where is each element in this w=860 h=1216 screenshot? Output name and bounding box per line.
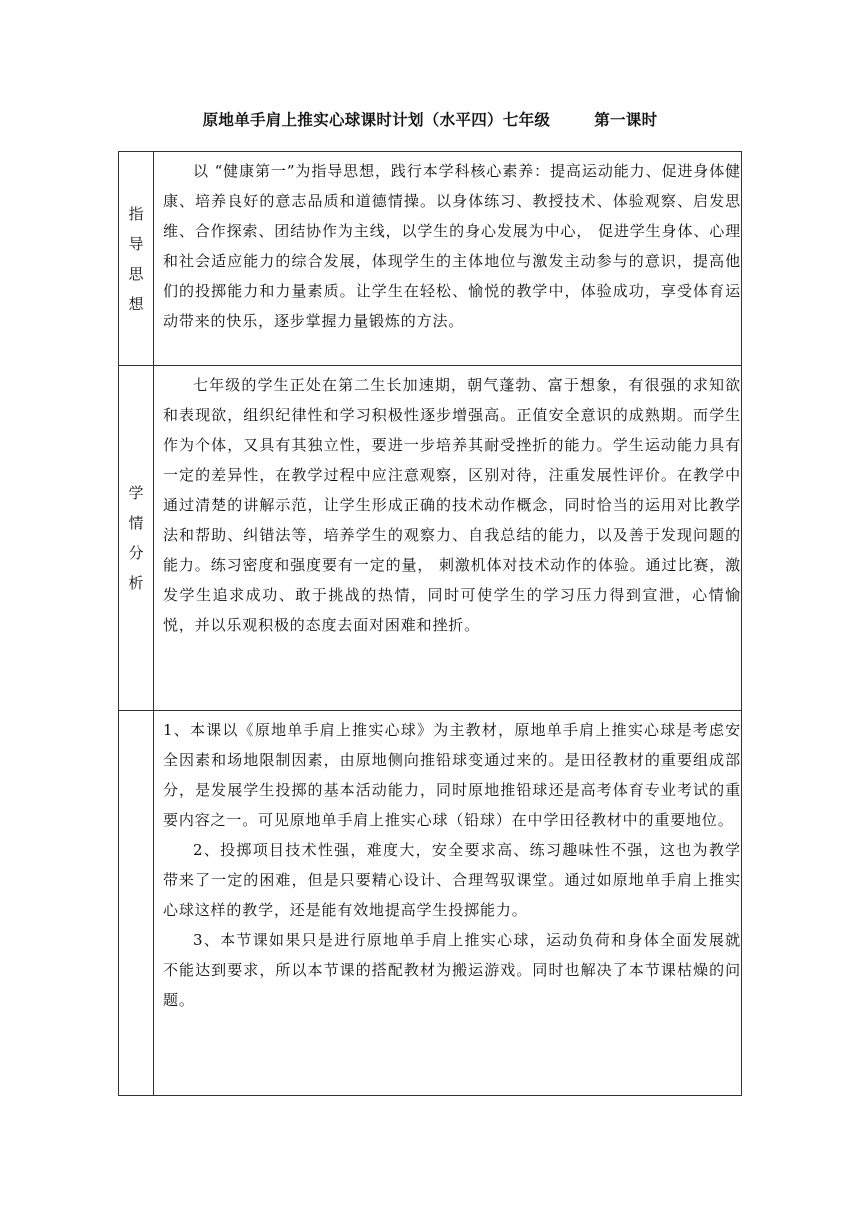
- table-row: [119, 711, 742, 1096]
- label-char: 分: [128, 544, 144, 562]
- textbook-paragraph-3: 3、本节课如果只是进行原地单手肩上推实心球，运动负荷和身体全面发展就不能达到要求，所以本节课的搭配教材为搬运游戏。同时也解决了本节课枯燥的问题。: [163, 931, 741, 1009]
- lesson-number: 第一课时: [594, 110, 658, 129]
- section-label-student-analysis: [119, 366, 154, 711]
- label-char: 想: [128, 294, 144, 313]
- document-title: [0, 108, 860, 134]
- table-row: [119, 366, 742, 711]
- lesson-plan-table: [118, 151, 742, 1096]
- label-char: 学: [128, 484, 144, 502]
- section-body-guiding-ideology: [154, 152, 742, 366]
- section-body-textbook-analysis: [154, 711, 742, 1096]
- label-char: 析: [128, 574, 144, 592]
- label-char: 情: [128, 514, 144, 532]
- plan-title: 原地单手肩上推实心球课时计划（水平四）七年级: [202, 110, 551, 129]
- textbook-paragraph-1: 1、本课以《原地单手肩上推实心球》为主教材，原地单手肩上推实心球是考虑安全因素和场地限制因素，由原地侧向推铅球变通过来的。是田径教材的重要组成部分，是发展学生投掷的基本活动能力，同时原地推铅球还是高考体育专业考试的重要内容之一。可见原地单手肩上推实心球（铅球）在中学田径教材中的重要地位。: [163, 721, 741, 829]
- textbook-paragraph-2: 2、投掷项目技术性强，难度大，安全要求高、练习趣味性不强，这也为教学带来了一定的困难，但是只要精心设计、合理驾驭课堂。通过如原地单手肩上推实心球这样的教学，还是能有效地提高学生投掷能力。: [163, 841, 741, 919]
- label-char: 导: [128, 234, 144, 253]
- table-row: [119, 152, 742, 366]
- section-body-student-analysis: [154, 366, 742, 711]
- section-label-empty: [119, 711, 154, 1096]
- section-label-guiding-ideology: [119, 152, 154, 366]
- guiding-ideology-text: 以 “健康第一”为指导思想，践行本学科核心素养：提高运动能力、促进身体健康、培养良好的意志品质和道德情操。以身体练习、教授技术、体验观察、启发思维、合作探索、团结协作为主线，以学生的身心发展为中心， 促进学生身体、心理和社会适应能力的综合发展，体现学生的主体地位与激发主动参与的意识，提高他们的投掷能力和力量素质。让学生在轻松、愉悦的教学中，体验成功，享受体育运动带来的快乐，逐步掌握力量锻炼的方法。: [163, 162, 741, 330]
- label-char: 指: [128, 204, 144, 223]
- student-analysis-text: 七年级的学生正处在第二生长加速期，朝气蓬勃、富于想象，有很强的求知欲和表现欲，组织纪律性和学习积极性逐步增强高。正值安全意识的成熟期。而学生作为个体，又具有其独立性，要进一步培养其耐受挫折的能力。学生运动能力具有一定的差异性，在教学过程中应注意观察，区别对待，注重发展性评价。在教学中通过清楚的讲解示范，让学生形成正确的技术动作概念，同时恰当的运用对比教学法和帮助、纠错法等，培养学生的观察力、自我总结的能力，以及善于发现问题的能力。练习密度和强度要有一定的量， 刺激机体对技术动作的体验。通过比赛，激发学生追求成功、敢于挑战的热情，同时可使学生的学习压力得到宣泄，心情愉悦，并以乐观积极的态度去面对困难和挫折。: [163, 376, 741, 634]
- label-char: 思: [128, 264, 144, 283]
